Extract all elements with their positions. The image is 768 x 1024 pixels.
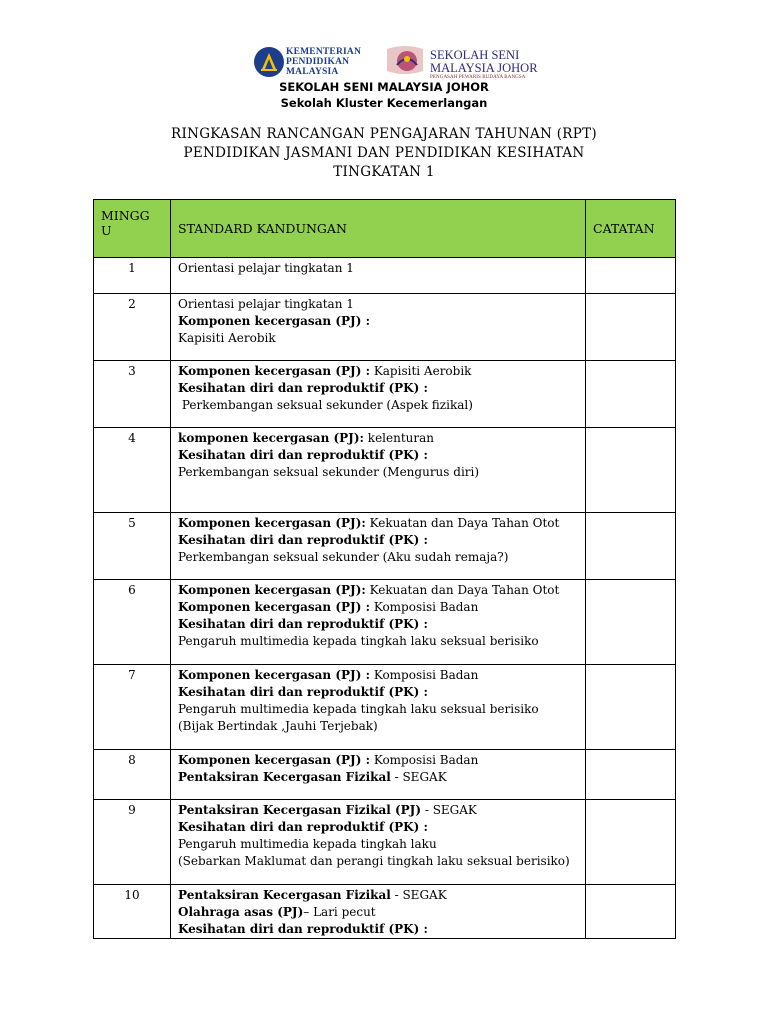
standard-text: - SEGAK <box>390 770 447 784</box>
standard-line <box>178 836 581 853</box>
standard-text: Komposisi Badan <box>370 668 479 682</box>
table-row <box>94 428 676 513</box>
standard-text: Orientasi pelajar tingkatan 1 <box>178 261 354 275</box>
notes-header: CATATAN <box>586 200 676 258</box>
standard-text: Kapisiti Aerobik <box>178 331 276 345</box>
standard-line <box>178 599 581 616</box>
notes-cell <box>586 294 676 361</box>
week-cell: 3 <box>94 361 171 428</box>
standard-line <box>178 752 581 769</box>
standard-cell <box>171 665 586 750</box>
standard-heading: Komponen kecergasan (PJ) : <box>178 364 370 378</box>
standard-heading: Kesihatan diri dan reproduktif (PK) : <box>178 533 428 547</box>
standard-text: Komposisi Badan <box>370 753 479 767</box>
standard-text: Kekuatan dan Daya Tahan Otot <box>365 583 560 597</box>
standard-heading: Komponen kecergasan (PJ) : <box>178 600 370 614</box>
standard-line <box>178 313 581 330</box>
kpm-logo-text: KEMENTERIAN PENDIDIKAN MALAYSIA <box>286 47 362 77</box>
week-cell: 9 <box>94 800 171 885</box>
standard-line <box>178 430 581 447</box>
standard-text: Pengaruh multimedia kepada tingkah laku seksual berisiko <box>178 634 539 648</box>
table-row <box>94 885 676 939</box>
standard-line <box>178 701 581 718</box>
table-row <box>94 513 676 580</box>
standard-header: STANDARD KANDUNGAN <box>171 200 586 258</box>
standard-line <box>178 718 581 735</box>
standard-text: - SEGAK <box>421 803 477 817</box>
table-row <box>94 665 676 750</box>
notes-cell <box>586 513 676 580</box>
standard-line <box>178 397 581 414</box>
standard-text: (Sebarkan Maklumat dan perangi tingkah laku seksual berisiko) <box>178 854 570 868</box>
standard-text: Orientasi pelajar tingkatan 1 <box>178 297 354 311</box>
standard-heading: Olahraga asas (PJ) <box>178 905 304 919</box>
week-cell: 8 <box>94 750 171 800</box>
standard-line <box>178 447 581 464</box>
standard-line <box>178 582 581 599</box>
standard-heading: Kesihatan diri dan reproduktif (PK) : <box>178 922 428 936</box>
standard-text: Kekuatan dan Daya Tahan Otot <box>365 516 560 530</box>
standard-line <box>178 532 581 549</box>
standard-cell <box>171 428 586 513</box>
standard-line <box>178 363 581 380</box>
standard-cell <box>171 580 586 665</box>
notes-cell <box>586 750 676 800</box>
standard-heading: Komponen kecergasan (PJ): <box>178 583 366 597</box>
ssm-logo-text: SEKOLAH SENI MALAYSIA JOHOR PENGASAH PEWARIS BUDAYA BANGSA <box>430 48 538 80</box>
table-row <box>94 580 676 665</box>
standard-heading: Komponen kecergasan (PJ) : <box>178 668 370 682</box>
standard-heading: Kesihatan diri dan reproduktif (PK) : <box>178 617 428 631</box>
standard-text: Perkembangan seksual sekunder (Mengurus diri) <box>178 465 480 479</box>
notes-cell <box>586 885 676 939</box>
standard-heading: Kesihatan diri dan reproduktif (PK) : <box>178 820 428 834</box>
form-title: TINGKATAN 1 <box>333 164 435 180</box>
week-cell: 1 <box>94 258 171 294</box>
kpm-emblem-icon <box>253 46 285 78</box>
standard-heading: Komponen kecergasan (PJ): <box>178 516 366 530</box>
logos-header <box>250 44 538 84</box>
standard-heading: Kesihatan diri dan reproduktif (PK) : <box>178 448 428 462</box>
standard-line <box>178 769 581 786</box>
subject-title: PENDIDIKAN JASMANI DAN PENDIDIKAN KESIHATAN <box>183 145 585 161</box>
week-cell: 7 <box>94 665 171 750</box>
notes-cell <box>586 580 676 665</box>
standard-text: kelenturan <box>363 431 435 445</box>
standard-line <box>178 616 581 633</box>
standard-heading: Kesihatan diri dan reproduktif (PK) : <box>178 381 428 395</box>
standard-heading: Kesihatan diri dan reproduktif (PK) : <box>178 685 428 699</box>
notes-cell <box>586 361 676 428</box>
ssm-emblem-icon <box>385 45 425 79</box>
standard-text: (Bijak Bertindak ,Jauhi Terjebak) <box>178 719 378 733</box>
standard-line <box>178 330 581 347</box>
table-row <box>94 258 676 294</box>
standard-heading: Komponen kecergasan (PJ) : <box>178 753 370 767</box>
school-name: SEKOLAH SENI MALAYSIA JOHOR <box>279 80 489 94</box>
standard-heading: Pentaksiran Kecergasan Fizikal (PJ) <box>178 803 422 817</box>
standard-cell <box>171 294 586 361</box>
notes-cell <box>586 428 676 513</box>
standard-text: Komposisi Badan <box>370 600 479 614</box>
week-cell: 2 <box>94 294 171 361</box>
standard-cell <box>171 750 586 800</box>
standard-line <box>178 260 581 277</box>
standard-cell <box>171 361 586 428</box>
notes-cell <box>586 665 676 750</box>
standard-heading: Pentaksiran Kecergasan Fizikal <box>178 770 391 784</box>
standard-cell <box>171 513 586 580</box>
rpt-table <box>93 199 676 939</box>
week-cell: 10 <box>94 885 171 939</box>
standard-line <box>178 684 581 701</box>
week-cell: 4 <box>94 428 171 513</box>
standard-text: – Lari pecut <box>303 905 376 919</box>
standard-cell <box>171 885 586 939</box>
standard-cell <box>171 800 586 885</box>
table-row <box>94 750 676 800</box>
standard-line <box>178 887 581 904</box>
standard-text: Pengaruh multimedia kepada tingkah laku <box>178 837 437 851</box>
table-body <box>94 258 676 939</box>
standard-text: Perkembangan seksual sekunder (Aku sudah remaja?) <box>178 550 509 564</box>
notes-cell <box>586 258 676 294</box>
table-header-row <box>94 200 676 258</box>
table-row <box>94 361 676 428</box>
standard-heading: Komponen kecergasan (PJ) : <box>178 314 370 328</box>
table-row <box>94 294 676 361</box>
standard-line <box>178 515 581 532</box>
school-subtitle: Sekolah Kluster Kecemerlangan <box>280 96 488 110</box>
standard-line <box>178 464 581 481</box>
week-cell: 6 <box>94 580 171 665</box>
standard-line <box>178 819 581 836</box>
standard-line <box>178 802 581 819</box>
standard-line <box>178 296 581 313</box>
standard-cell <box>171 258 586 294</box>
standard-text: Perkembangan seksual sekunder (Aspek fizikal) <box>178 398 473 412</box>
notes-cell <box>586 800 676 885</box>
standard-line <box>178 667 581 684</box>
week-cell: 5 <box>94 513 171 580</box>
standard-text: Pengaruh multimedia kepada tingkah laku seksual berisiko <box>178 702 539 716</box>
standard-heading: Pentaksiran Kecergasan Fizikal <box>178 888 391 902</box>
standard-text: - SEGAK <box>390 888 447 902</box>
standard-line <box>178 633 581 650</box>
document-title: RINGKASAN RANCANGAN PENGAJARAN TAHUNAN (RPT) <box>170 126 598 142</box>
standard-line <box>178 921 581 938</box>
standard-line <box>178 549 581 566</box>
standard-heading: komponen kecergasan (PJ): <box>178 431 364 445</box>
week-header: MINGG U <box>94 200 171 258</box>
standard-line <box>178 904 581 921</box>
standard-line <box>178 380 581 397</box>
table-row <box>94 800 676 885</box>
standard-text: Kapisiti Aerobik <box>370 364 472 378</box>
standard-line <box>178 853 581 870</box>
